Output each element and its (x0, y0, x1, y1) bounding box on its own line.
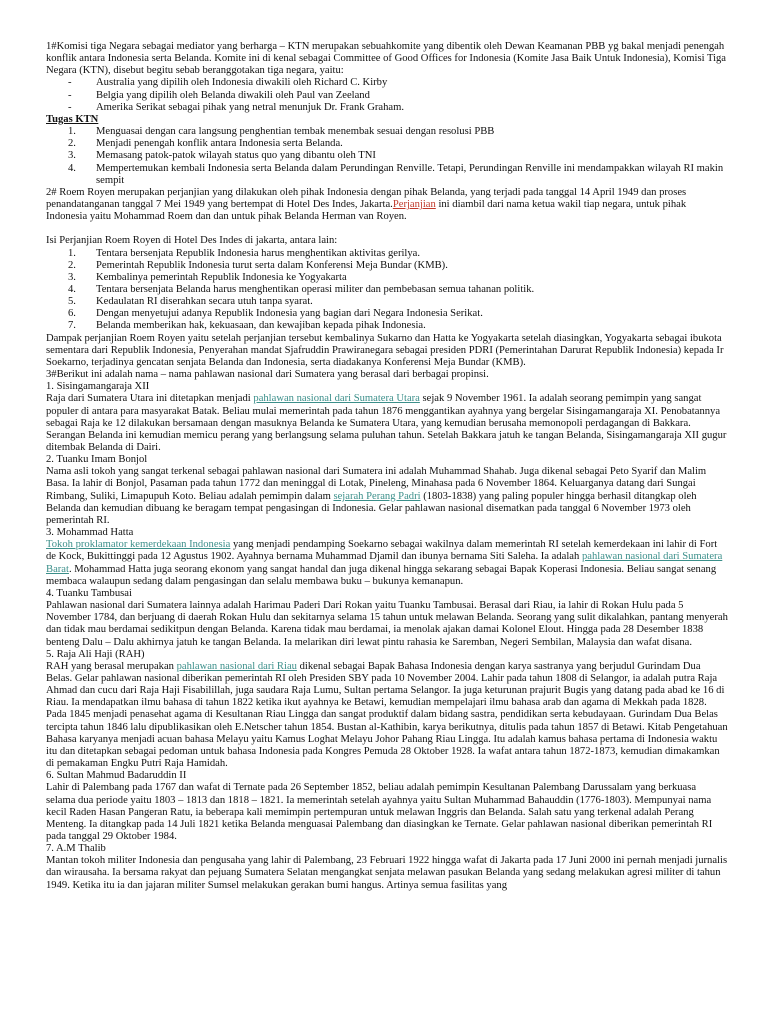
list-item: 6. Dengan menyetujui adanya Republik Indonesia yang bagian dari Negara Indonesia Serikat. (68, 308, 483, 320)
list-item: 4. Mempertemukan kembali Indonesia serta Belanda dalam Perundingan Renville. Tetapi, Perundingan Renville ini mendampakkan wilayah RI makin sempit (68, 162, 724, 186)
ktn-members-list (46, 77, 728, 113)
tugas-ktn-list (46, 126, 728, 187)
hero-paragraph-7: Mantan tokoh militer Indonesia dan pengusaha yang lahir di Palembang, 23 Februari 1922 hingga wafat di Jakarta pada 17 Juni 2000 ini pernah menjadi jurnalis dan wirausaha. Ia bersama rakyat dan pejuang Sumatera Selatan mengangkat senjata melawan pasukan Belanda yang sedang melakukan agresi militer di tahun 1949. Ketika itu ia dan jajaran militer Sumsel melakukan gerakan bumi hangus. Artinya semua fasilitas yang (46, 855, 728, 891)
list-item: 3. Kembalinya pemerintah Republik Indonesia ke Yogyakarta (68, 271, 347, 283)
list-item: - Australia yang dipilih oleh Indonesia diwakili oleh Richard C. Kirby (68, 77, 388, 89)
hero-paragraph-6: Lahir di Palembang pada 1767 dan wafat di Ternate pada 26 September 1852, beliau adalah pemimpin Kesultanan Palembang Darussalam yang berkuasa selama dua periode yaitu 1803 – 1813 dan 1818 – 1821. Ia memerintah setelah ayahnya yaitu Sultan Muhammad Bahauddin (1776-1803). Mempunyai nama kecil Raden Hasan Pangeran Ratu, ia beberapa kali memimpin pertempuran untuk melawan Inggris dan Belanda. Salah satu yang terkenal adalah Perang Menteng. Ia ditangkap pada 14 Juli 1821 ketika Belanda menguasai Palembang dan diasingkan ke Ternate. Gelar pahlawan nasional diberikan pemerintah RI pada tanggal 29 Oktober 1984. (46, 782, 713, 842)
hero-paragraph-3: Tokoh proklamator kemerdekaan Indonesia yang menjadi pendamping Soekarno sebagai wakilnya dalam memerintah RI setelah kemerdekaan ini lahir di Fort de Kock, Bukittinggi pada 12 Agustus 1902. Ayahnya bernama Muhammad Djamil dan ibunya bernama Siti Saleha. Ia adalah pahlawan nasional dari Sumatera Barat. Mohammad Hatta juga seorang ekonom yang sangat handal dan juga dikenal hingga sekarang sebagai Bapak Koperasi Indonesia. Beliau sangat senang membaca walaupun sedang dalam pengasingan dan selalu membawa buku – bukunya kemanapun. (46, 539, 723, 587)
hero-heading-2: 2. Tuanku Imam Bonjol (46, 454, 148, 466)
list-item: 5. Kedaulatan RI diserahkan secara utuh tanpa syarat. (68, 296, 313, 308)
pahlawan-intro: 3#Berikut ini adalah nama – nama pahlawan nasional dari Sumatera yang berasal dari berbagai propinsi. (46, 369, 489, 381)
list-item: - Belgia yang dipilih oleh Belanda diwakili oleh Paul van Zeeland (68, 89, 370, 101)
pahlawan-riau-link[interactable]: pahlawan nasional dari Riau (176, 660, 297, 672)
list-item: 3. Memasang patok-patok wilayah status quo yang dibantu oleh TNI (68, 150, 376, 162)
pahlawan-sumut-link[interactable]: pahlawan nasional dari Sumatera Utara (253, 393, 420, 405)
hero-heading-1: 1. Sisingamangaraja XII (46, 381, 150, 393)
list-item: 7. Belanda memberikan hak, kekuasaan, dan kewajiban kepada pihak Indonesia. (68, 320, 426, 332)
hero-heading-6: 6. Sultan Mahmud Badaruddin II (46, 770, 187, 782)
hero-heading-5: 5. Raja Ali Haji (RAH) (46, 648, 145, 660)
hero-heading-3: 3. Mohammad Hatta (46, 527, 134, 539)
hero-paragraph-1: Raja dari Sumatera Utara ini ditetapkan menjadi pahlawan nasional dari Sumatera Utara sejak 9 November 1961. Ia adalah seorang pemimpin yang sangat populer di antara para masyarakat Batak. Beliau mulai memerintah pada tahun 1876 menggantikan ayahnya yang bergelar Sisingamangaraja XI. Penobatannya sebagai Raja ke 12 dilakukan bersamaan dengan masuknya Belanda ke Sumatera Utara, yang kemudian berusaha memonopoli perdagangan di Bakkara. Serangan Belanda ini kemudian memicu perang yang berlangsung selama puluhan tahun. Setelah Bakkara jatuh ke tangan Belanda, Sisingamangaraja XII gugur ditembak Belanda di Dairi. (46, 393, 727, 453)
ktn-intro: 1#Komisi tiga Negara sebagai mediator yang berharga – KTN merupakan sebuahkomite yang dibentik oleh Dewan Keamanan PBB yg bakal menjadi penengah konflik antara Indonesia serta Belanda. Komite ini di kenal sebagai Committee of Good Offices for Indonesia (Komite Jasa Baik Untuk Indonesia), Komisi Tiga Negara (KTN), disebut begitu sebab beranggotakan tiga negara, yaitu: (46, 41, 727, 77)
list-item: 1. Tentara bersenjata Republik Indonesia harus menghentikan aktivitas gerilya. (68, 247, 421, 259)
isi-perjanjian-heading: Isi Perjanjian Roem Royen di Hotel Des Indes di jakarta, antara lain: (46, 235, 338, 247)
tugas-ktn-heading: Tugas KTN (46, 113, 99, 125)
isi-perjanjian-list (46, 248, 728, 333)
proklamator-link[interactable]: Tokoh proklamator kemerdekaan Indonesia (46, 539, 231, 551)
list-item: 1. Menguasai dengan cara langsung penghentian tembak menembak sesuai dengan resolusi PBB (68, 126, 495, 138)
list-item: 2. Menjadi penengah konflik antara Indonesia serta Belanda. (68, 138, 343, 150)
list-item: 2. Pemerintah Republik Indonesia turut serta dalam Konferensi Meja Bundar (KMB). (68, 259, 448, 271)
hero-paragraph-2: Nama asli tokoh yang sangat terkenal sebagai pahlawan nasional dari Sumatera ini adalah Muhammad Shahab. Juga dikenal sebagai Peto Syarif dan Malim Basa. Ia lahir di Bonjol, Pasaman pada tahun 1772 dan meninggal di Lotak, Pineleng, Minahasa pada 6 November 1864. Keluarganya datang dari Sungai Rimbang, Suliki, Limapupuh Koto. Beliau adalah pemimpin dalam sejarah Perang Padri (1803-1838) yang paling populer hingga berhasil ditangkap oleh Belanda dan kemudian dibuang ke beragam tempat pengasingan di Indonesia. Gelar pahlawan nasional disematkan pada tanggal 6 November 1973 oleh pemerintah RI. (46, 466, 707, 526)
pahlawan-sumbar-link[interactable]: pahlawan nasional dari Sumatera Barat (46, 551, 723, 575)
hero-paragraph-4: Pahlawan nasional dari Sumatera lainnya adalah Harimau Paderi Dari Rokan yaitu Tuanku Tambusai. Berasal dari Riau, ia lahir di Rokan Hulu pada 5 November 1784, dan berjuang di daerah Rokan Hulu dan sekitarnya selama 15 tahun untuk melawan Belanda. Seorang yang sulit dikalahkan, pantang menyerah dan tidak mau berdamai sedikitpun dengan Belanda. Karena tidak mau berdamai, ia menolak ajakan damai Kolonel Elout. Hingga pada 28 Desember 1838 benteng Dalu – Dalu akhirnya jatuh ke tangan Belanda. Ia melarikan diri lewat pintu rahasia ke Saremban, Negeri Sembilan, Malaysia dan wafat disana. (46, 600, 728, 648)
perjanjian-link[interactable]: Perjanjian (392, 199, 436, 211)
document-page (46, 41, 728, 892)
dampak-paragraph: Dampak perjanjian Roem Royen yaitu setelah perjanjian tersebut kembalinya Sukarno dan Hatta ke Yogyakarta setelah diasingkan, Yogyakarta sebagai ibukota sementara dari Republik Indonesia, Penyerahan mandat Sjafruddin Prawiranegara sebagai presiden PDRI (Pemerintahan Darurat Republik Indonesia) kepada Ir Soekarno, terjadinya gencatan senjata Belanda dan Indonesia, serta diadakanya Konferensi Meja Bundar (KMB). (46, 332, 724, 368)
roem-royen-intro: 2# Roem Royen merupakan perjanjian yang dilakukan oleh pihak Indonesia dengan pihak Belanda, yang terjadi pada tanggal 14 April 1949 dan proses penandatanganan tanggal 7 Mei 1949 yang bertempat di Hotel Des Indes, Jakarta.Perjanjian ini diambil dari nama ketua wakil tiap negara, untuk pihak Indonesia yaitu Mohammad Roem dan dan untuk pihak Belanda Herman van Royen. (46, 186, 687, 223)
list-item: 4. Tentara bersenjata Belanda harus menghentikan operasi militer dan pembebasan semua tahanan politik. (68, 283, 535, 295)
hero-heading-4: 4. Tuanku Tambusai (46, 587, 132, 599)
hero-paragraph-5: RAH yang berasal merupakan pahlawan nasional dari Riau dikenal sebagai Bapak Bahasa Indonesia dengan karya sastranya yang berjudul Gurindam Dua Belas. Gelar pahlawan nasional diberikan pemerintah RI oleh Presiden SBY pada 10 November 2004. Lahir pada tahun 1808 di Selangor, ia adalah putra Raja Ahmad dan cucu dari Raja Haji Fisabilillah, juga saudara Raja Lumu, Sultan pertama Selangor. Ia juga keturunan prajurit Bugis yang datang pada abad ke 16 di Riau. Ia mendapatkan ilmu bahasa di tahun 1822 ketika ikut ayahnya ke Betawi, kemudian mempelajari ilmu bahasa arab dan agama di Mekkah pada 1828. (46, 660, 725, 709)
list-item: - Amerika Serikat sebagai pihak yang netral menunjuk Dr. Frank Graham. (68, 101, 405, 113)
hero-heading-7: 7. A.M Thalib (46, 843, 106, 855)
hero-paragraph-5b: Pada 1845 menjadi penasehat agama di Kesultanan Riau Lingga dan sangat produktif dalam bidang sastra, pendidikan serta kebudayaan. Gurindam Dua Belas tercipta tahun 1846 lalu dipublikasikan oleh E.Netscher tahun 1854. Bustan al-Kathibin, karya berikutnya, ditulis pada tahun 1857 di Betawi. Kitab Pengetahuan Bahasa karyanya menjadi acuan bahasa Melayu yaitu Kamus Loghat Melayu Johor Pahang Riau Lingga. Itu adalah kamus bahasa pertama di Indonesia waktu itu dan ditetapkan sebagai pedoman untuk bahasa Indonesia pada Kongres Pemuda 28 Oktober 1928. Ia wafat antara tahun 1872-1873, kemudian dimakamkan di pemakaman Engku Putri Raja Hamidah. (46, 709, 728, 770)
perang-padri-link[interactable]: sejarah Perang Padri (333, 490, 421, 502)
